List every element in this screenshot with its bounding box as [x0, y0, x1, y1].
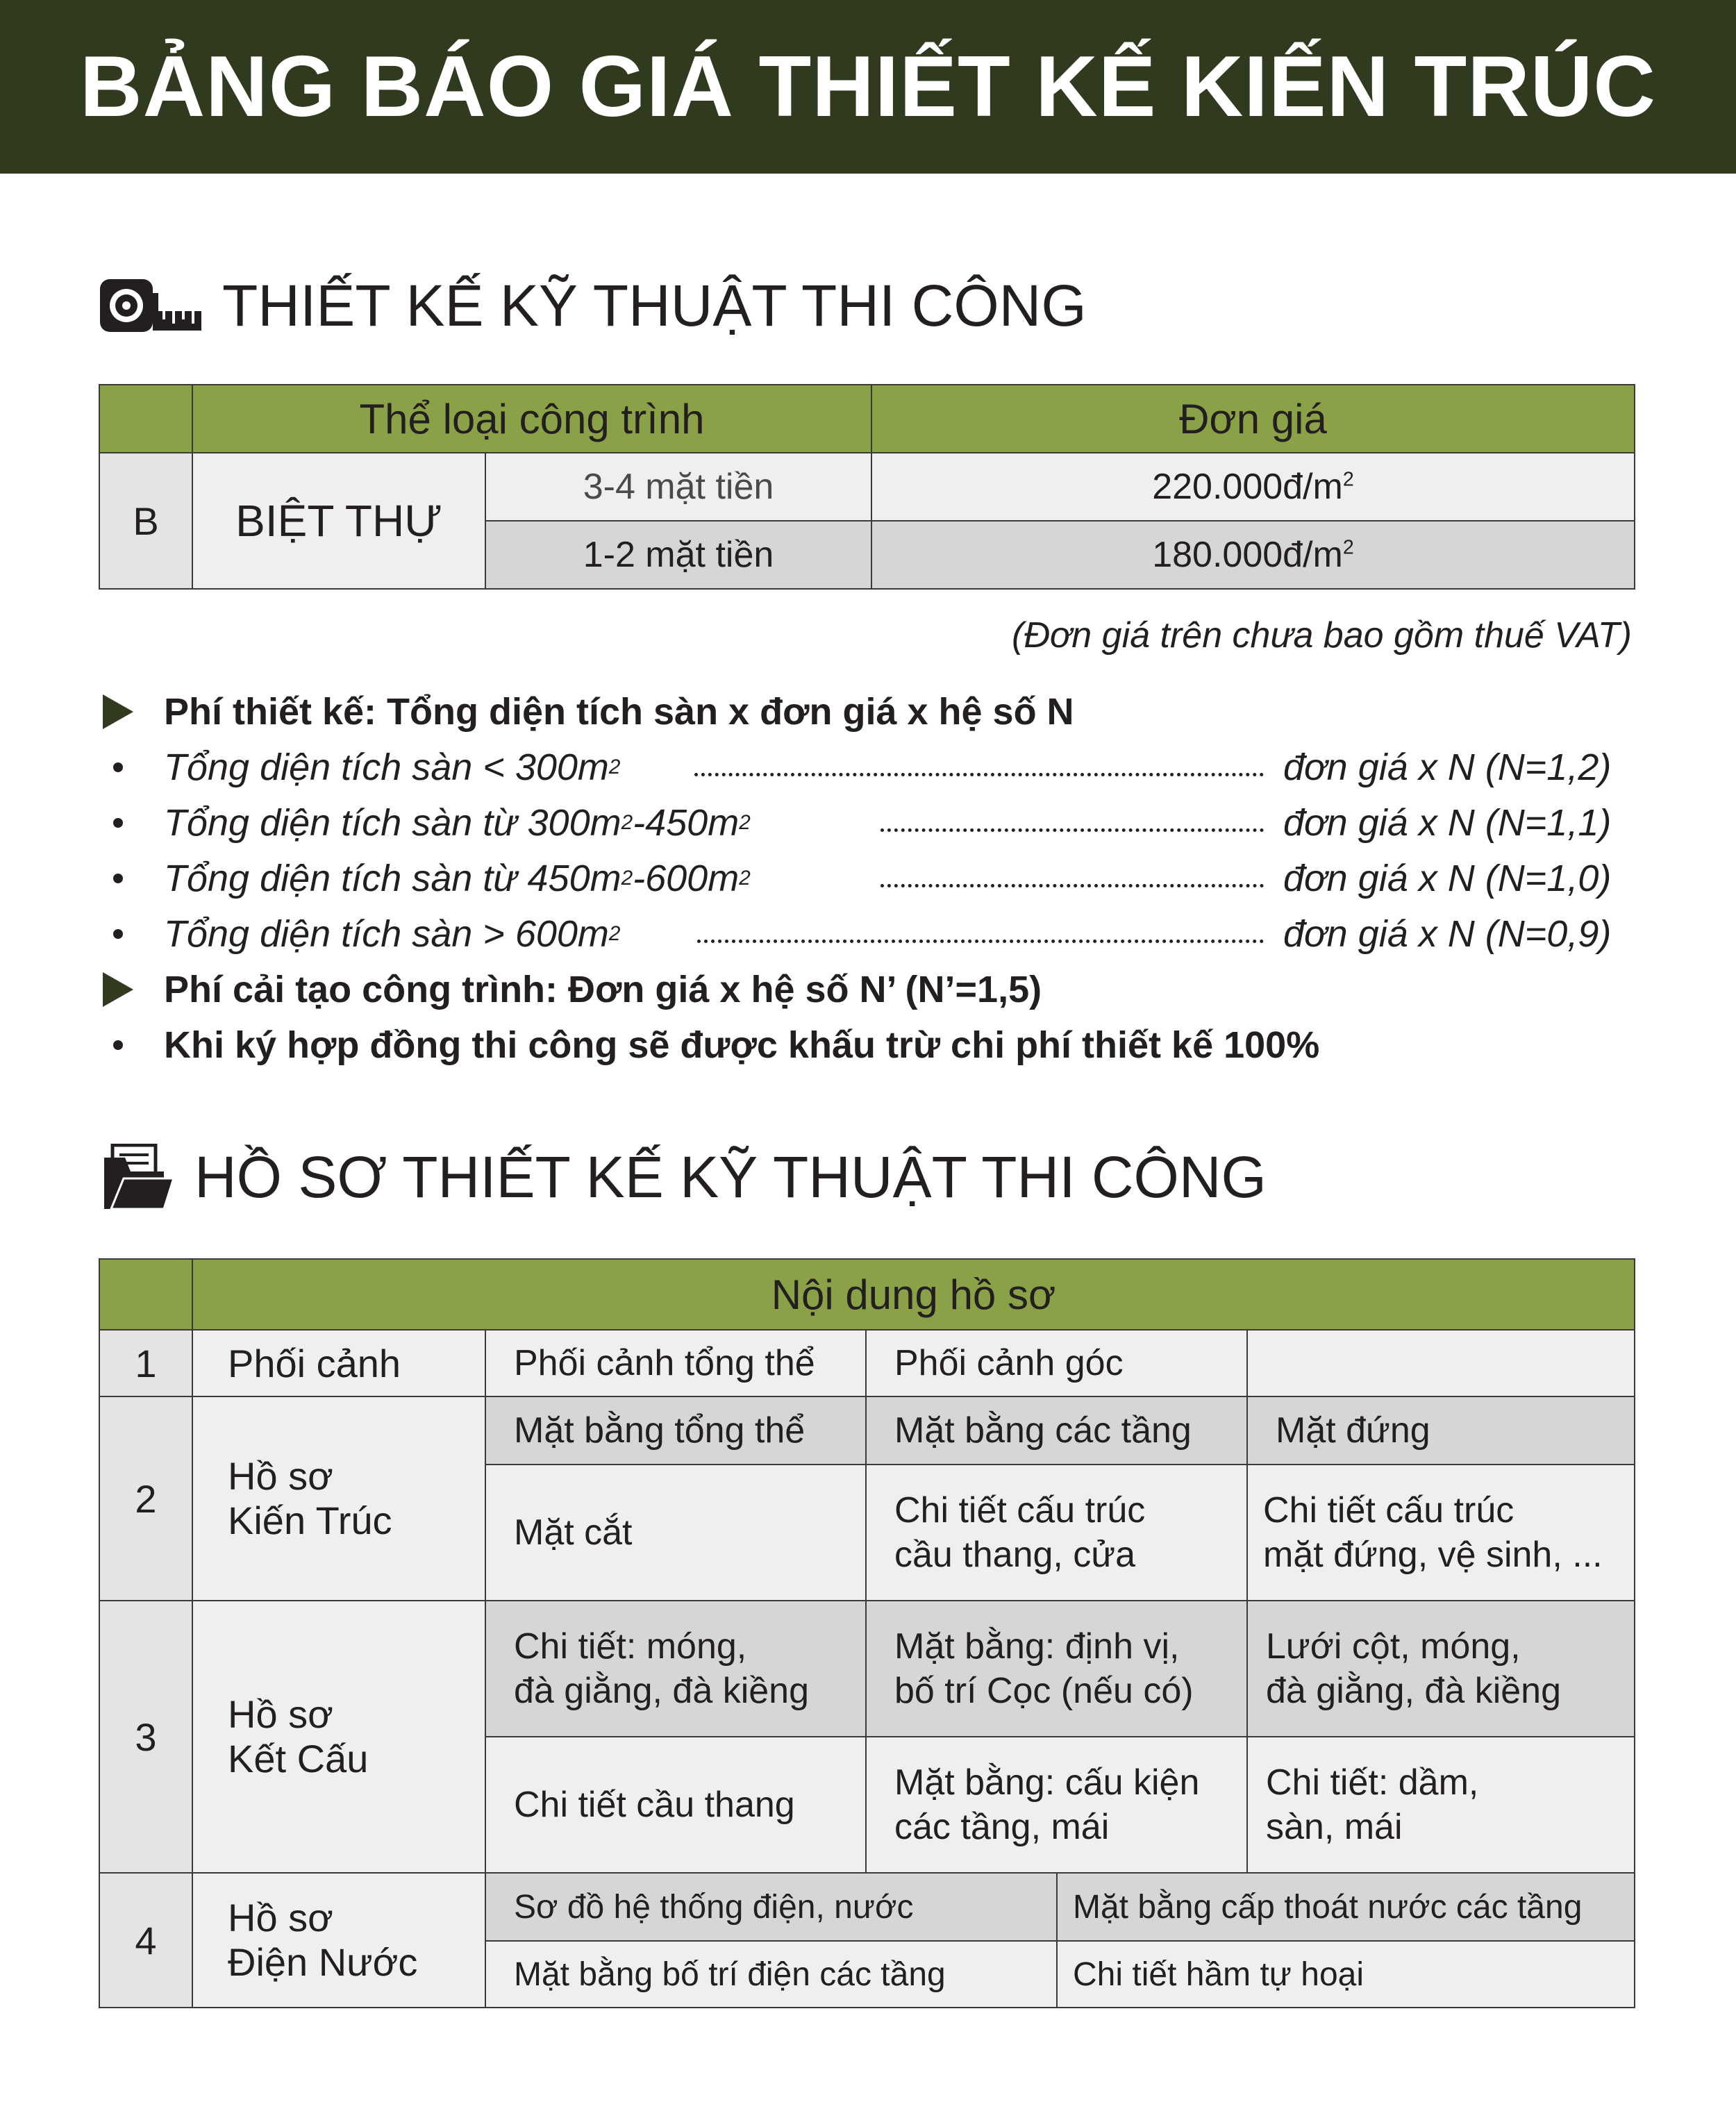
dossier-item: Phối cảnh tổng thể — [485, 1330, 866, 1396]
building-type-villa: BIỆT THỰ — [192, 453, 485, 589]
dossier-item: Lưới cột, móng, đà giằng, đà kiềng — [1247, 1601, 1635, 1737]
category-name: Hồ sơ Kết Cấu — [192, 1601, 485, 1873]
deduction-text: Khi ký hợp đồng thi công sẽ được khấu trừ chi phí thiết kế 100% — [164, 1024, 1320, 1066]
vat-note: (Đơn giá trên chưa bao gồm thuế VAT) — [1012, 615, 1632, 656]
dossier-item: Mặt bằng bố trí điện các tầng — [485, 1941, 1057, 2008]
play-triangle-icon — [97, 684, 139, 740]
play-triangle-icon — [97, 962, 139, 1017]
dossier-item: Phối cảnh góc — [866, 1330, 1247, 1396]
dossier-item-empty — [1247, 1330, 1635, 1396]
dossier-item: Mặt đứng — [1247, 1396, 1635, 1465]
price-cell: $220.000đ/m^2$ — [871, 453, 1635, 521]
dotted-leader — [694, 773, 1264, 776]
tier-label: Tổng diện tích sàn < 300m 2 — [164, 746, 621, 788]
bullet-icon — [113, 762, 123, 772]
dossier-item: Mặt bằng các tầng — [866, 1396, 1247, 1465]
price-cell: $180.000đ/m^2$ — [871, 521, 1635, 589]
dotted-leader — [697, 940, 1264, 943]
folder-icon — [103, 1144, 175, 1210]
category-name: Hồ sơ Điện Nước — [192, 1873, 485, 2008]
dossier-item: Chi tiết cầu thang — [485, 1737, 866, 1873]
dossier-item: Mặt bằng cấp thoát nước các tầng — [1057, 1873, 1635, 1941]
bullet-icon — [113, 929, 123, 939]
row-number: 3 — [99, 1601, 192, 1873]
dotted-leader — [880, 884, 1264, 887]
dossier-item: Sơ đồ hệ thống điện, nước — [485, 1873, 1057, 1941]
tier-result: đơn giá x N (N=1,2) — [1283, 746, 1612, 788]
section-title-text: THIẾT KẾ KỸ THUẬT THI CÔNG — [222, 272, 1087, 338]
tier-label: Tổng diện tích sàn từ 300m 2 -450m 2 — [164, 802, 751, 844]
section-title-text: HỒ SƠ THIẾT KẾ KỸ THUẬT THI CÔNG — [194, 1144, 1267, 1210]
page-banner — [0, 0, 1736, 174]
frontage-option: 3-4 mặt tiền — [485, 453, 871, 521]
category-name: Hồ sơ Kiến Trúc — [192, 1396, 485, 1601]
section-title-design-dossier — [103, 1142, 1267, 1212]
renovation-fee-text: Phí cải tạo công trình: Đơn giá x hệ số N’ (N’=1,5) — [164, 969, 1042, 1010]
header-dossier-content: Nội dung hồ sơ — [192, 1259, 1635, 1330]
tier-row — [97, 740, 1653, 795]
header-building-type: Thể loại công trình — [192, 385, 871, 453]
bullet-icon — [113, 1040, 123, 1050]
tier-row — [97, 851, 1653, 906]
header-unit-price: Đơn giá — [871, 385, 1635, 453]
tier-result: đơn giá x N (N=1,0) — [1283, 858, 1612, 899]
tier-label: Tổng diện tích sàn > 600m 2 — [164, 913, 621, 955]
row-number: 4 — [99, 1873, 192, 2008]
bullet-icon — [113, 818, 123, 828]
dossier-item: Mặt bằng: định vị, bố trí Cọc (nếu có) — [866, 1601, 1247, 1737]
dotted-leader — [880, 828, 1264, 832]
header-blank-cell — [99, 385, 192, 453]
bullet-icon — [113, 874, 123, 883]
row-number: 2 — [99, 1396, 192, 1601]
category-name: Phối cảnh — [192, 1330, 485, 1396]
dossier-item: Mặt cắt — [485, 1465, 866, 1601]
tier-row — [97, 795, 1653, 851]
row-number: 1 — [99, 1330, 192, 1396]
page-title: BẢNG BÁO GIÁ THIẾT KẾ KIẾN TRÚC — [80, 39, 1656, 135]
frontage-option: 1-2 mặt tiền — [485, 521, 871, 589]
row-code: B — [99, 453, 192, 589]
dossier-item: Chi tiết hầm tự hoại — [1057, 1941, 1635, 2008]
tier-result: đơn giá x N (N=1,1) — [1283, 802, 1612, 844]
tape-measure-icon — [99, 278, 203, 333]
tier-label: Tổng diện tích sàn từ 450m 2 -600m 2 — [164, 858, 751, 899]
header-blank-cell — [99, 1259, 192, 1330]
fee-formula-text: Phí thiết kế: Tổng diện tích sàn x đơn giá x hệ số N — [164, 691, 1074, 733]
dossier-item: Chi tiết: móng, đà giằng, đà kiềng — [485, 1601, 866, 1737]
section-title-technical-design — [99, 271, 1087, 340]
dossier-item: Chi tiết cấu trúc cầu thang, cửa — [866, 1465, 1247, 1601]
dossier-item: Mặt bằng tổng thể — [485, 1396, 866, 1465]
renovation-fee-line — [97, 962, 1653, 1017]
dossier-item: Mặt bằng: cấu kiện các tầng, mái — [866, 1737, 1247, 1873]
deduction-line — [97, 1017, 1653, 1073]
fee-formula-line — [97, 684, 1653, 740]
tier-row — [97, 906, 1653, 962]
dossier-table — [99, 1258, 1635, 2008]
tier-result: đơn giá x N (N=0,9) — [1283, 913, 1612, 955]
dossier-item: Chi tiết cấu trúc mặt đứng, vệ sinh, ... — [1247, 1465, 1635, 1601]
pricing-table — [99, 384, 1635, 590]
dossier-item: Chi tiết: dầm, sàn, mái — [1247, 1737, 1635, 1873]
